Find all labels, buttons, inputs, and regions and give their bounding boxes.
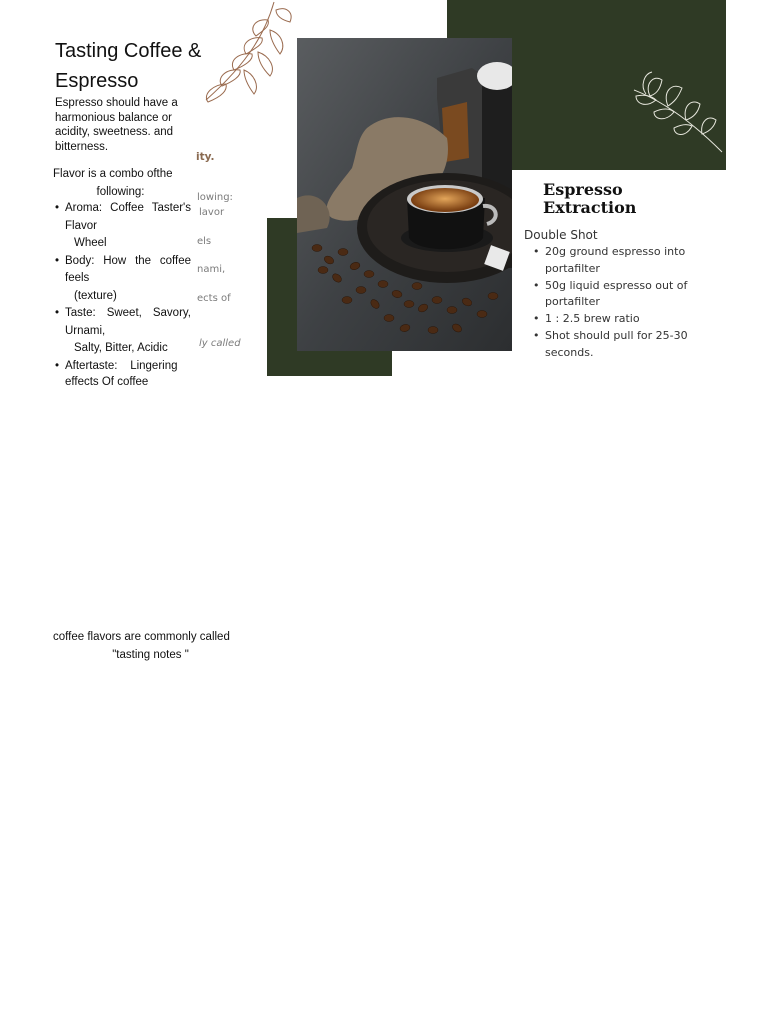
ghost-text: els	[197, 236, 212, 247]
list-item	[533, 278, 708, 312]
bullet-icon: •	[55, 202, 60, 214]
bullet-icon: •	[55, 307, 60, 319]
list-item-sub: (texture)	[74, 289, 117, 302]
bullet-icon: •	[533, 245, 540, 258]
flavor-heading	[53, 165, 188, 201]
bullet-icon: •	[533, 328, 540, 342]
list-item-text: Body: How the coffee feels	[65, 254, 191, 284]
tasting-notes-paragraph	[53, 628, 248, 664]
ghost-text: nami,	[197, 264, 226, 275]
tasting-notes-line2: "tasting notes "	[112, 649, 189, 661]
list-item	[55, 305, 191, 358]
list-item-text: 20g ground espresso into portafilter	[545, 245, 686, 275]
leaf-sprig-right-icon	[630, 60, 726, 155]
list-item-text: Aroma: Coffee Taster's Flavor	[65, 202, 191, 232]
bullet-icon: •	[533, 312, 540, 326]
list-item	[533, 328, 708, 362]
extraction-list	[533, 244, 708, 362]
list-item-text: Shot should pull for 25-30 seconds.	[545, 328, 688, 359]
bullet-icon: •	[533, 278, 540, 292]
ghost-text: lowing:	[197, 192, 233, 203]
tasting-notes-line1: coffee flavors are commonly called	[53, 631, 230, 643]
list-item	[533, 311, 708, 328]
ghost-text: ects of	[197, 293, 231, 304]
list-item-text: 50g liquid espresso out of portafilter	[545, 278, 688, 309]
leaf-sprig-left-icon	[196, 0, 306, 120]
ghost-text: lavor	[199, 207, 225, 218]
list-item	[55, 358, 191, 376]
aftertaste-continuation: effects Of coffee	[65, 376, 149, 388]
page-title: Tasting Coffee & Espresso	[55, 40, 202, 92]
flavor-list	[55, 200, 191, 375]
flavor-heading-line1: Flavor is a combo ofthe	[53, 168, 173, 180]
list-item	[55, 253, 191, 306]
bullet-icon: •	[55, 254, 60, 267]
list-item-text: Taste: Sweet, Savory, Urnami,	[65, 307, 191, 337]
list-item-sub: Wheel	[74, 237, 107, 249]
bullet-icon: •	[55, 359, 60, 372]
extraction-title	[543, 181, 636, 217]
intro-paragraph: Espresso should have a harmonious balance or acidity, sweetness. and bitterness.	[55, 97, 178, 153]
list-item-text: 1 : 2.5 brew ratio	[545, 312, 640, 326]
list-item	[55, 200, 191, 253]
extraction-title-line1: Espresso	[543, 180, 623, 199]
extraction-subtitle: Double Shot	[524, 228, 598, 242]
list-item-sub: Salty, Bitter, Acidic	[74, 342, 168, 354]
ghost-text: ity.	[196, 151, 215, 163]
flavor-heading-line2: following:	[96, 186, 145, 198]
extraction-title-line2: Extraction	[543, 198, 637, 217]
list-item-text: Aftertaste: Lingering	[65, 359, 178, 372]
list-item	[533, 244, 708, 278]
espresso-photo	[297, 38, 512, 351]
ghost-text: ly called	[199, 338, 241, 349]
